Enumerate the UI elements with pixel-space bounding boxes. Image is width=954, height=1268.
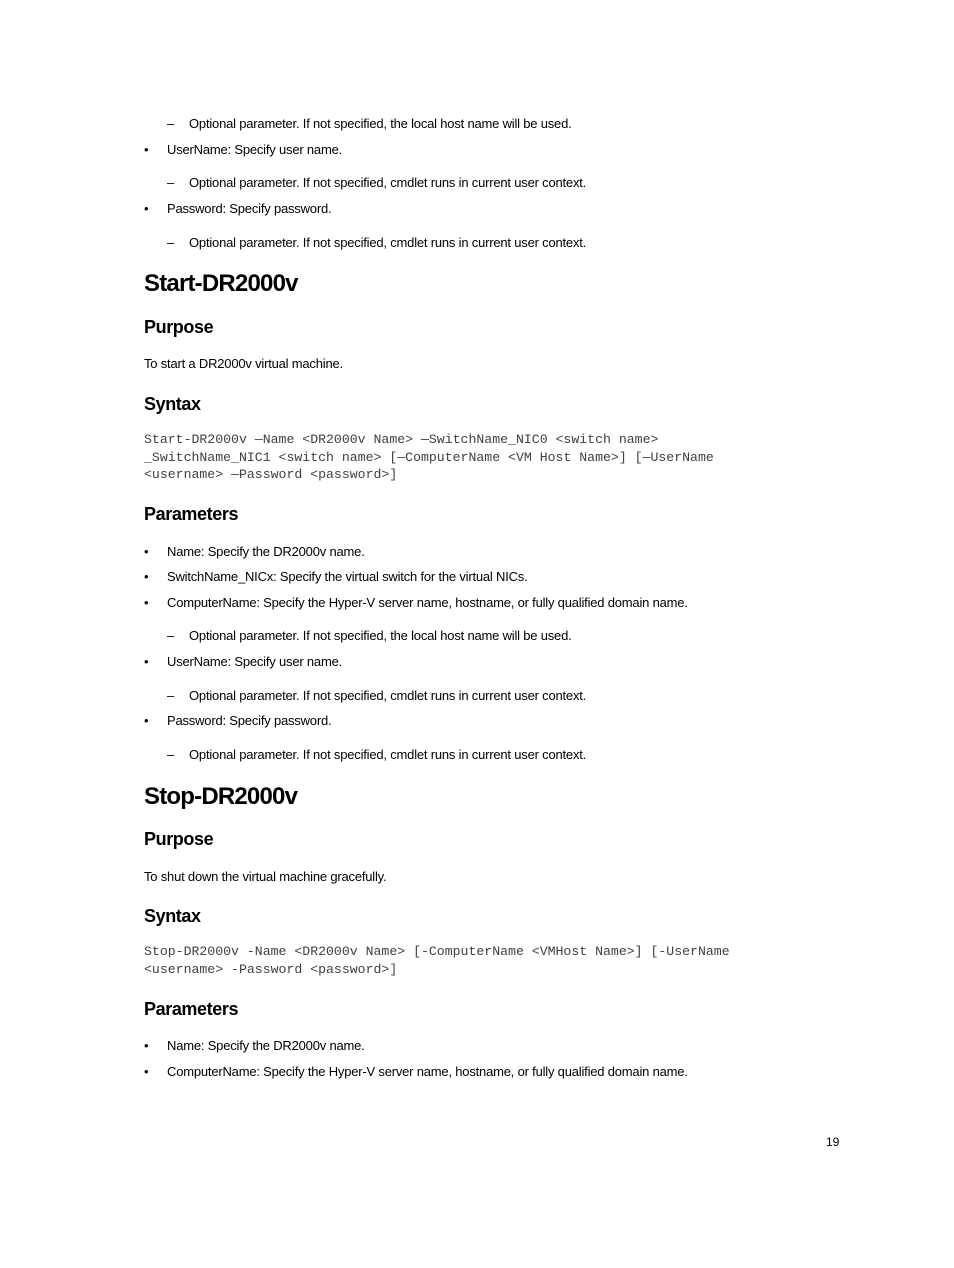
- dash-marker: –: [167, 628, 175, 643]
- param-desc: : Specify the Hyper-V server name, hostname, or fully qualified domain name.: [256, 595, 688, 610]
- param-desc: : Specify user name.: [227, 142, 343, 157]
- page-number: 19: [826, 1135, 840, 1149]
- list-item: [144, 544, 365, 560]
- syntax-heading: Syntax: [144, 394, 201, 414]
- param-desc: : Specify password.: [222, 201, 332, 216]
- list-item: [144, 713, 331, 729]
- bullet-marker: •: [144, 569, 149, 584]
- list-subitem: [167, 235, 586, 251]
- dash-marker: –: [167, 175, 175, 190]
- syntax-line: <username> —Password <password>]: [144, 467, 398, 483]
- syntax-code-block: [144, 431, 714, 484]
- list-item: [144, 1038, 365, 1054]
- param-term: SwitchName_NICx: [167, 569, 274, 584]
- syntax-line: Stop-DR2000v -Name <DR2000v Name> [-ComputerName <VMHost Name>] [-UserName: [144, 944, 730, 959]
- param-desc: : Specify the virtual switch for the virtual NICs.: [273, 569, 528, 584]
- bullet-marker: •: [144, 1064, 149, 1079]
- param-term: UserName: [167, 654, 228, 669]
- syntax-line: _SwitchName_NIC1 <switch name> [—ComputerName <VM Host Name>] [—UserName: [144, 449, 714, 465]
- subitem-text: Optional parameter. If not specified, the local host name will be used.: [189, 116, 572, 131]
- param-term: Password: [167, 201, 223, 216]
- param-desc: : Specify password.: [222, 713, 332, 728]
- param-term: ComputerName: [167, 595, 257, 610]
- list-item: [144, 595, 688, 611]
- dash-marker: –: [167, 688, 175, 703]
- list-item: [144, 142, 342, 158]
- param-desc: : Specify the DR2000v name.: [200, 1038, 365, 1053]
- param-desc: : Specify user name.: [227, 654, 343, 669]
- purpose-heading: Purpose: [144, 317, 214, 337]
- syntax-line: Start-DR2000v —Name <DR2000v Name> —SwitchName_NIC0 <switch name>: [144, 432, 659, 447]
- param-desc: : Specify the Hyper-V server name, hostname, or fully qualified domain name.: [256, 1064, 688, 1079]
- subitem-text: Optional parameter. If not specified, cmdlet runs in current user context.: [189, 175, 587, 190]
- subitem-text: Optional parameter. If not specified, cmdlet runs in current user context.: [189, 747, 587, 762]
- list-item: [144, 201, 331, 217]
- list-subitem: [167, 628, 572, 644]
- bullet-marker: •: [144, 201, 149, 216]
- bullet-marker: •: [144, 544, 149, 559]
- dash-marker: –: [167, 235, 175, 250]
- subitem-text: Optional parameter. If not specified, the local host name will be used.: [189, 628, 572, 643]
- param-desc: : Specify the DR2000v name.: [200, 544, 365, 559]
- param-term: Password: [167, 713, 223, 728]
- bullet-marker: •: [144, 1038, 149, 1053]
- bullet-marker: •: [144, 142, 149, 157]
- list-subitem: [167, 116, 572, 132]
- dash-marker: –: [167, 747, 175, 762]
- section-title-stop: Stop-DR2000v: [144, 783, 298, 810]
- list-item: [144, 654, 342, 670]
- list-subitem: [167, 747, 586, 763]
- param-term: Name: [167, 1038, 201, 1053]
- bullet-marker: •: [144, 595, 149, 610]
- list-item: [144, 1064, 688, 1080]
- param-term: Name: [167, 544, 201, 559]
- parameters-heading: Parameters: [144, 999, 239, 1019]
- dash-marker: –: [167, 116, 175, 131]
- param-term: ComputerName: [167, 1064, 257, 1079]
- subitem-text: Optional parameter. If not specified, cmdlet runs in current user context.: [189, 235, 587, 250]
- bullet-marker: •: [144, 654, 149, 669]
- list-item: [144, 569, 528, 585]
- purpose-text: To start a DR2000v virtual machine.: [144, 356, 343, 371]
- param-term: UserName: [167, 142, 228, 157]
- syntax-code-block: [144, 943, 730, 978]
- parameters-heading: Parameters: [144, 504, 239, 524]
- list-subitem: [167, 175, 586, 191]
- subitem-text: Optional parameter. If not specified, cmdlet runs in current user context.: [189, 688, 587, 703]
- purpose-text: To shut down the virtual machine gracefully.: [144, 869, 387, 884]
- list-subitem: [167, 688, 586, 704]
- bullet-marker: •: [144, 713, 149, 728]
- syntax-line: <username> -Password <password>]: [144, 961, 398, 977]
- purpose-heading: Purpose: [144, 829, 214, 849]
- syntax-heading: Syntax: [144, 906, 201, 926]
- section-title-start: Start-DR2000v: [144, 270, 298, 297]
